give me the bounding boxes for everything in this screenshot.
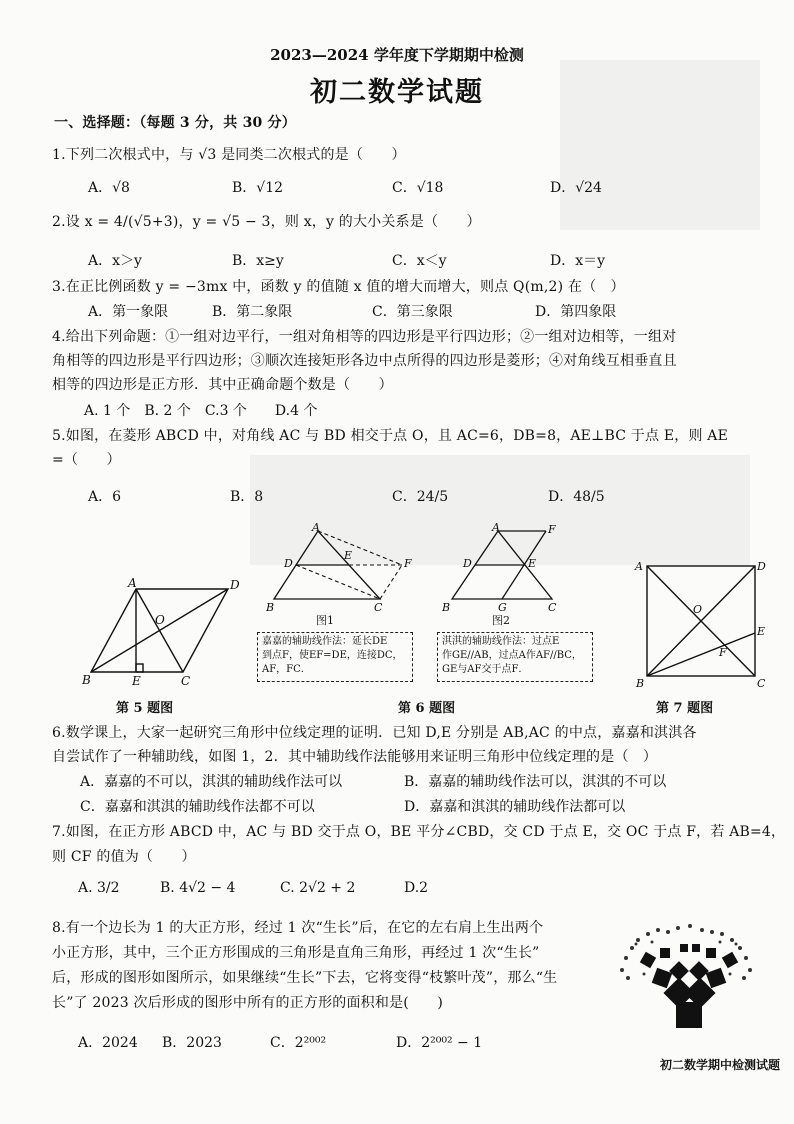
exam-line: 2023—2024 学年度下学期期中检测 — [270, 46, 524, 64]
q6-option-b: B．嘉嘉的辅助线作法可以，淇淇的不可以 — [404, 774, 667, 790]
q3-option-c: C．第三象限 — [372, 304, 453, 320]
fig7-label-f: F — [719, 646, 727, 659]
fig6b-label-d: D — [463, 557, 472, 570]
q4-line1: 4.给出下列命题：①一组对边平行，一组对角相等的四边形是平行四边形；②一组对边相等，一组对 — [52, 329, 677, 345]
figure-7-caption: 第 7 题图 — [656, 701, 714, 716]
q1-option-b: B．√12 — [232, 180, 284, 196]
fig6b-label-c: C — [548, 601, 557, 614]
q7-line1: 7.如图，在正方形 ABCD 中，AC 与 BD 交于点 O，BE 平分∠CBD，交 CD 于点 E，交 OC 于点 F，若 AB=4， — [52, 824, 786, 840]
q2-option-b: B．x≥y — [232, 253, 284, 269]
fig6a-label-a: A — [312, 523, 320, 534]
fig6a-label-e: E — [344, 549, 353, 562]
jiajia-method-line3: AF，FC． — [262, 664, 311, 675]
q8-option-d: D．2²⁰⁰² − 1 — [396, 1035, 483, 1051]
q1-stem: 1.下列二次根式中，与 √3 是同类二次根式的是（ ） — [52, 147, 406, 163]
q7-option-c: C. 2√2 + 2 — [280, 880, 356, 896]
q5-line2: =（ ） — [52, 452, 121, 468]
q8-option-b: B．2023 — [162, 1035, 222, 1051]
fig7-label-e: E — [757, 625, 766, 638]
fig7-label-b: B — [636, 677, 645, 688]
q4-options: A. 1 个 B. 2 个 C.3 个 D.4 个 — [84, 403, 318, 419]
figure-6-2-triangle — [438, 523, 578, 623]
figure-7-square — [633, 556, 773, 688]
q3-option-a: A．第一象限 — [88, 304, 169, 320]
q3-option-d: D．第四象限 — [535, 304, 617, 320]
q5-option-c: C．24/5 — [392, 489, 449, 505]
q2-option-c: C．x＜y — [392, 253, 447, 269]
figure-6-caption: 第 6 题图 — [398, 701, 456, 716]
fig6b-label-a: A — [492, 523, 500, 534]
q6-option-c: C．嘉嘉和淇淇的辅助线作法都不可以 — [80, 799, 315, 815]
fig6a-label-c: C — [374, 601, 383, 614]
q7-option-a: A. 3/2 — [78, 880, 120, 896]
q8-option-a: A．2024 — [78, 1035, 138, 1051]
jiajia-method-line2: 到点F，使EF=DE，连接DC， — [262, 650, 403, 661]
q8-line3: 后，形成的图形如图所示，如果继续“生长”下去，它将变得“枝繁叶茂”，那么“生 — [52, 970, 558, 986]
figure-6-1-triangle — [262, 523, 422, 623]
q8-line2: 小正方形，其中，三个正方形围成的三角形是直角三角形，再经过 1 次“生长” — [52, 945, 540, 961]
fig7-label-a: A — [635, 560, 643, 573]
q4-line2: 角相等的四边形是平行四边形；③顺次连接矩形各边中点所得的四边形是菱形；④对角线互相垂直且 — [52, 353, 677, 369]
q7-option-d: D.2 — [404, 880, 429, 896]
figure-5-caption: 第 5 题图 — [116, 701, 174, 716]
fig5-label-o: O — [155, 613, 165, 627]
q7-option-b: B. 4√2 − 4 — [160, 880, 236, 896]
q6-line2: 自尝试作了一种辅助线，如图 1，2．其中辅助线作法能够用来证明三角形中位线定理的是（ ） — [52, 749, 658, 765]
figure-6-1-label: 图1 — [316, 614, 334, 627]
q6-line1: 6.数学课上，大家一起研究三角形中位线定理的证明．已知 D,E 分别是 AB,AC 的中点，嘉嘉和淇淇各 — [52, 725, 697, 741]
q5-option-a: A．6 — [88, 489, 122, 505]
footer-label: 初二数学期中检测试题 — [659, 1058, 780, 1072]
fig7-label-c: C — [757, 677, 766, 688]
fig6a-label-d: D — [284, 557, 293, 570]
q8-option-c: C．2²⁰⁰² — [270, 1035, 327, 1051]
q3-stem: 3.在正比例函数 y = −3mx 中，函数 y 的值随 x 值的增大而增大，则点 Q(m,2) 在（ ） — [52, 279, 625, 295]
figure-6-2-label: 图2 — [492, 614, 510, 627]
fig6b-label-e: E — [528, 557, 537, 570]
fig5-label-c: C — [181, 674, 191, 687]
q6-option-a: A．嘉嘉的不可以，淇淇的辅助线作法可以 — [80, 774, 343, 790]
fig5-label-a: A — [128, 576, 137, 590]
fig6a-label-b: B — [266, 601, 275, 614]
fig6a-label-f: F — [404, 557, 412, 570]
q8-line4: 长”了 2023 次后形成的图形中所有的正方形的面积和是( ) — [52, 995, 444, 1011]
figure-5-rhombus — [78, 575, 253, 687]
fig6b-label-g: G — [498, 601, 507, 614]
fig5-label-b: B — [82, 673, 91, 687]
q1-option-a: A．√8 — [88, 180, 130, 196]
q3-option-b: B．第二象限 — [212, 304, 293, 320]
fig7-label-d: D — [757, 560, 766, 573]
fig5-label-d: D — [230, 578, 240, 592]
q1-option-d: D．√24 — [550, 180, 602, 196]
page-title: 初二数学试题 — [310, 77, 484, 108]
qiqi-method-line3: GE与AF交于点F． — [442, 664, 529, 675]
fig5-label-e: E — [132, 674, 141, 687]
q6-option-d: D．嘉嘉和淇淇的辅助线作法都可以 — [404, 799, 626, 815]
jiajia-method-line1: 嘉嘉的辅助线作法：延长DE — [262, 636, 388, 647]
fig7-label-o: O — [693, 603, 703, 616]
q2-stem: 2.设 x = 4/(√5+3)，y = √5 − 3，则 x，y 的大小关系是（ ） — [52, 214, 481, 230]
q1-option-c: C．√18 — [392, 180, 444, 196]
qiqi-method-box — [437, 632, 593, 682]
pythagoras-tree-figure — [606, 918, 766, 1038]
q2-option-a: A．x＞y — [88, 253, 142, 269]
q7-line2: 则 CF 的值为（ ） — [52, 849, 196, 865]
q5-option-d: D．48/5 — [548, 489, 605, 505]
fig6b-label-b: B — [442, 601, 451, 614]
qiqi-method-line2: 作GE//AB，过点A作AF//BC， — [442, 650, 582, 661]
q5-option-b: B．8 — [230, 489, 264, 505]
q8-line1: 8.有一个边长为 1 的大正方形，经过 1 次“生长”后，在它的左右肩上生出两个 — [52, 920, 544, 936]
section-heading: 一、选择题：（每题 3 分，共 30 分） — [54, 115, 296, 131]
q2-option-d: D．x＝y — [550, 253, 606, 269]
jiajia-method-box — [257, 632, 413, 682]
qiqi-method-line1: 淇淇的辅助线作法：过点E — [442, 636, 560, 647]
q5-line1: 5.如图，在菱形 ABCD 中，对角线 AC 与 BD 相交于点 O，且 AC=6，DB=8，AE⊥BC 于点 E，则 AE — [52, 428, 729, 444]
q4-line3: 相等的四边形是正方形．其中正确命题个数是（ ） — [52, 377, 393, 393]
fig6b-label-f: F — [548, 523, 556, 536]
